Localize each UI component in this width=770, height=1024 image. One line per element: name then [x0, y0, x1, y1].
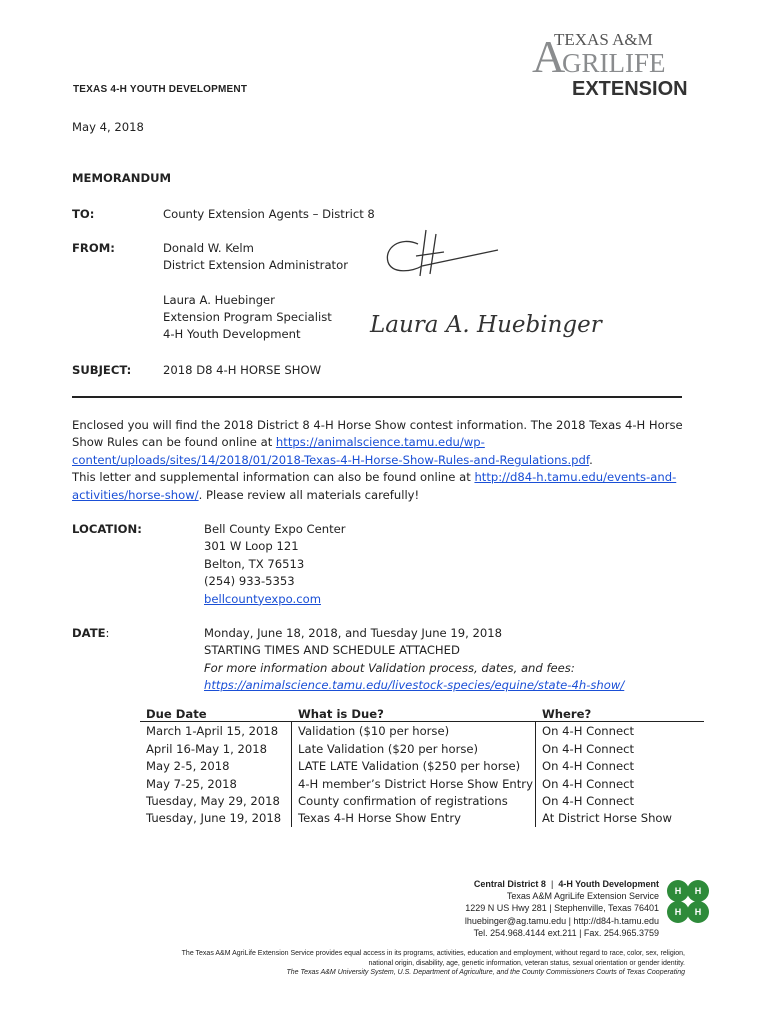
intro-paragraph — [72, 417, 692, 504]
agrilife-extension-logo — [532, 28, 707, 98]
svg-text:H: H — [674, 907, 682, 917]
memo-title: MEMORANDUM — [72, 171, 172, 185]
from2-title1: Extension Program Specialist — [163, 310, 332, 324]
table-column-divider — [291, 721, 292, 827]
due-date-column — [146, 706, 281, 828]
validation-link[interactable]: https://animalscience.tamu.edu/livestock-species/equine/state-4h-show/ — [204, 678, 625, 693]
table-cell: May 2-5, 2018 — [146, 759, 230, 774]
from1-title: District Extension Administrator — [163, 258, 348, 272]
table-cell: Tuesday, May 29, 2018 — [146, 794, 280, 809]
table-cell: On 4-H Connect — [542, 794, 635, 809]
footer-line2: Texas A&M AgriLife Extension Service — [506, 891, 659, 902]
table-cell: Tuesday, June 19, 2018 — [146, 811, 282, 826]
table-cell: Validation ($10 per horse) — [298, 724, 450, 739]
venue-street: 301 W Loop 121 — [204, 539, 299, 554]
table-cell: April 16-May 1, 2018 — [146, 741, 268, 756]
disclaimer-line3: The Texas A&M University System, U.S. Department of Agriculture, and the County Commissioners Courts of Texas Cooperating — [286, 969, 685, 977]
svg-text:H: H — [674, 886, 682, 896]
table-cell: May 7-25, 2018 — [146, 776, 237, 791]
footer-line4: lhuebinger@ag.tamu.edu | http://d84-h.tamu.edu — [464, 915, 659, 926]
district-link-part2[interactable]: activities/horse-show/ — [72, 487, 199, 502]
table-header: Where? — [542, 707, 592, 721]
date-label-wrap — [72, 625, 109, 642]
rules-link-part2[interactable]: content/uploads/sites/14/2018/01/2018-Texas-4-H-Horse-Show-Rules-and-Regulations.pdf — [72, 452, 590, 467]
date-block — [204, 625, 624, 695]
footer-contact — [465, 878, 659, 939]
venue-name: Bell County Expo Center — [204, 522, 346, 536]
table-cell: LATE LATE Validation ($250 per horse) — [298, 759, 521, 774]
to-label: TO: — [72, 207, 95, 221]
table-header: Due Date — [146, 707, 207, 721]
intro-period: . — [589, 452, 593, 467]
logo-line2: GRILIFE — [562, 48, 666, 78]
table-cell: On 4-H Connect — [542, 759, 635, 774]
venue-city: Belton, TX 76513 — [204, 556, 305, 571]
intro-line3 — [72, 452, 692, 469]
table-cell: Texas 4-H Horse Show Entry — [298, 811, 461, 826]
intro-line2 — [72, 434, 692, 451]
footer-program: 4-H Youth Development — [558, 879, 659, 889]
table-cell: Late Validation ($20 per horse) — [298, 741, 479, 756]
table-cell: 4-H member’s District Horse Show Entry — [298, 776, 533, 791]
what-is-due-column — [298, 706, 533, 828]
date-label: DATE — [72, 626, 106, 640]
location-label: LOCATION: — [72, 522, 142, 536]
from-label: FROM: — [72, 241, 115, 255]
logo-line1: TEXAS A&M — [554, 30, 653, 49]
table-cell: March 1-April 15, 2018 — [146, 724, 279, 739]
table-cell: At District Horse Show — [542, 811, 673, 826]
intro-line5 — [72, 487, 692, 504]
signature-huebinger-text: Laura A. Huebinger — [370, 312, 602, 338]
from1-name: Donald W. Kelm — [163, 241, 254, 255]
location-block — [204, 521, 346, 608]
intro-text: Show Rules can be found online at — [72, 435, 276, 450]
logo-initial: A — [532, 31, 566, 82]
date-label-colon: : — [105, 626, 110, 640]
department-heading: TEXAS 4-H YOUTH DEVELOPMENT — [73, 84, 248, 95]
footer-sep: | — [550, 879, 554, 889]
intro-line4 — [72, 469, 692, 486]
to-value: County Extension Agents – District 8 — [163, 207, 375, 221]
subject-label: SUBJECT: — [72, 363, 132, 377]
intro-closing: . Please review all materials carefully! — [198, 487, 420, 502]
intro-text2: This letter and supplemental information can also be found online at — [72, 470, 475, 485]
event-dates: Monday, June 18, 2018, and Tuesday June 19, 2018 — [204, 626, 502, 640]
venue-phone: (254) 933-5353 — [204, 574, 295, 589]
logo-line3: EXTENSION — [572, 78, 688, 100]
from2-title2: 4-H Youth Development — [163, 327, 301, 341]
memo-date: May 4, 2018 — [72, 120, 144, 134]
footer-district: Central District 8 — [473, 879, 546, 889]
disclaimer-line1: The Texas A&M AgriLife Extension Service provides equal access in its programs, activities, education and employment, without regard to race, color, sex, religion, — [181, 950, 685, 957]
table-cell: County confirmation of registrations — [298, 794, 508, 809]
where-column — [542, 706, 672, 828]
district-link-part1[interactable]: http://d84-h.tamu.edu/events-and- — [474, 470, 677, 485]
venue-website-link[interactable]: bellcountyexpo.com — [204, 591, 321, 606]
schedule-note: STARTING TIMES AND SCHEDULE ATTACHED — [204, 643, 460, 658]
footer-line1 — [465, 878, 659, 890]
table-cell: On 4-H Connect — [542, 741, 635, 756]
svg-text:H: H — [694, 907, 702, 917]
signature-kelm — [378, 226, 508, 278]
intro-line1: Enclosed you will find the 2018 District 8 4-H Horse Show contest information. The 2018 Texas 4-H Horse — [72, 418, 683, 432]
table-cell: On 4-H Connect — [542, 724, 635, 739]
table-header: What is Due? — [298, 707, 384, 721]
footer-line5: Tel. 254.968.4144 ext.211 | Fax. 254.965.3759 — [473, 927, 659, 938]
disclaimer-line2: national origin, disability, age, genetic information, veteran status, sexual orientation or gender identity. — [368, 959, 685, 967]
footer-line3: 1229 N US Hwy 281 | Stephenville, Texas 76401 — [465, 903, 659, 914]
subject-value: 2018 D8 4-H HORSE SHOW — [163, 363, 322, 377]
validation-info: For more information about Validation process, dates, and fees: — [204, 660, 575, 675]
signature-huebinger — [366, 296, 602, 344]
svg-text:H: H — [694, 886, 702, 896]
from2-name: Laura A. Huebinger — [163, 293, 275, 307]
rules-link-part1[interactable]: https://animalscience.tamu.edu/wp- — [275, 435, 485, 450]
4h-clover-icon — [662, 876, 714, 928]
non-discrimination-disclaimer — [60, 949, 685, 978]
table-column-divider — [535, 721, 536, 827]
header-divider — [72, 396, 682, 398]
table-cell: On 4-H Connect — [542, 776, 635, 791]
